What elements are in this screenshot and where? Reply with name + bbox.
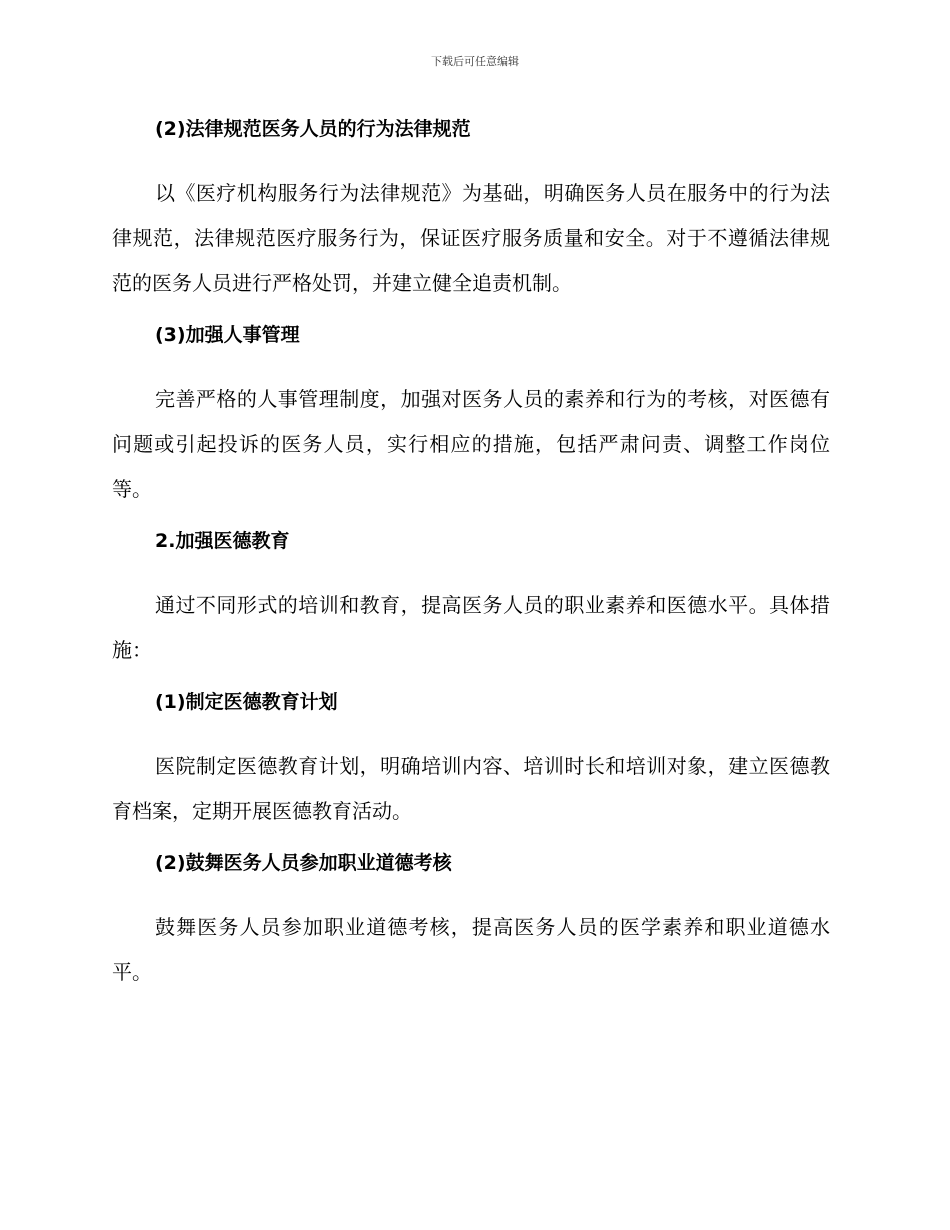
document-body bbox=[112, 114, 830, 995]
paragraph-education-plan: 医院制定医德教育计划，明确培训内容、培训时长和培训对象，建立医德教育档案，定期开展医德教育活动。 bbox=[112, 754, 830, 823]
paragraph-ethics-education: 通过不同形式的培训和教育，提高医务人员的职业素养和医德水平。具体措施： bbox=[112, 593, 830, 662]
paragraph-ethics-assessment: 鼓舞医务人员参加职业道德考核，提高医务人员的医学素养和职业道德水平。 bbox=[112, 915, 830, 984]
section-heading-law-norms: (2)法律规范医务人员的行为法律规范 bbox=[155, 118, 471, 140]
paragraph-personnel: 完善严格的人事管理制度，加强对医务人员的素养和行为的考核，对医德有问题或引起投诉的医务人员，实行相应的措施，包括严肃问责、调整工作岗位等。 bbox=[112, 387, 830, 501]
paragraph-law-norms: 以《医疗机构服务行为法律规范》为基础，明确医务人员在服务中的行为法律规范，法律规范医疗服务行为，保证医疗服务质量和安全。对于不遵循法律规范的医务人员进行严格处罚，并建立健全追责机制。 bbox=[112, 181, 830, 295]
section-heading-ethics-assessment: (2)鼓舞医务人员参加职业道德考核 bbox=[155, 852, 452, 874]
section-heading-education-plan: (1)制定医德教育计划 bbox=[155, 691, 338, 713]
section-heading-personnel: (3)加强人事管理 bbox=[155, 324, 300, 346]
page-header: 下载后可任意编辑 bbox=[431, 55, 519, 68]
section-heading-ethics-education: 2.加强医德教育 bbox=[155, 530, 290, 552]
